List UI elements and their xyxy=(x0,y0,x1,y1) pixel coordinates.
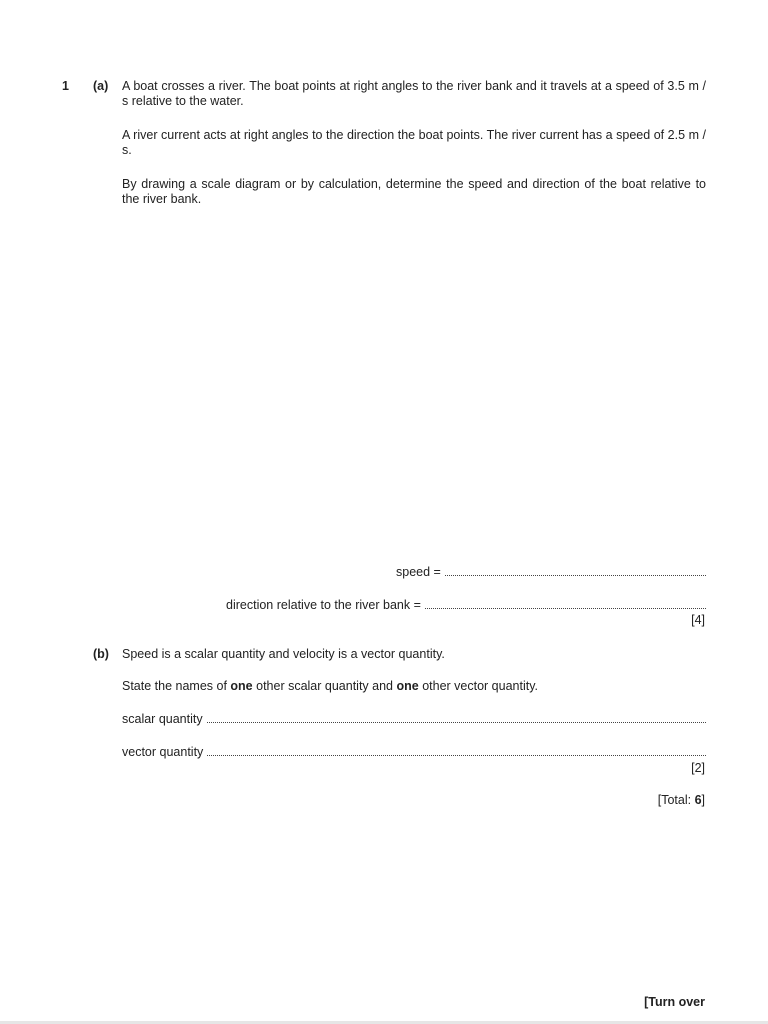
part-b-bold-one-2: one xyxy=(396,679,419,693)
direction-dotted-line[interactable] xyxy=(425,597,706,609)
part-a-paragraph-1: A boat crosses a river. The boat points at right angles to the river bank and it travels at a speed of 3.5 m / s relative to the water. xyxy=(122,79,706,108)
part-a-label: (a) xyxy=(93,79,109,93)
part-b-label: (b) xyxy=(93,647,109,661)
part-a-paragraph-3: By drawing a scale diagram or by calculation, determine the speed and direction of the boat relative to the river bank. xyxy=(122,177,706,206)
speed-answer-line[interactable] xyxy=(396,564,706,579)
part-b-marks: [2] xyxy=(691,761,705,775)
speed-label: speed = xyxy=(396,565,441,579)
part-b-paragraph-2 xyxy=(122,679,706,694)
total-marks xyxy=(658,793,705,807)
question-number: 1 xyxy=(62,79,69,93)
scalar-answer-line[interactable] xyxy=(122,711,706,726)
direction-answer-line[interactable] xyxy=(226,597,706,612)
speed-dotted-line[interactable] xyxy=(445,564,706,576)
part-b-bold-one-1: one xyxy=(230,679,253,693)
scalar-dotted-line[interactable] xyxy=(207,711,706,723)
vector-dotted-line[interactable] xyxy=(207,744,706,756)
scalar-label: scalar quantity xyxy=(122,712,203,726)
direction-label: direction relative to the river bank = xyxy=(226,598,421,612)
total-prefix: [Total: xyxy=(657,793,695,807)
part-a-marks: [4] xyxy=(691,613,705,627)
turn-over-label: [Turn over xyxy=(644,995,705,1009)
total-suffix: ] xyxy=(701,793,705,807)
part-b-text-start: State the names of xyxy=(122,679,231,693)
part-b-paragraph-1: Speed is a scalar quantity and velocity is a vector quantity. xyxy=(122,647,445,661)
part-b-text-end: other vector quantity. xyxy=(418,679,538,693)
vector-label: vector quantity xyxy=(122,745,204,759)
vector-answer-line[interactable] xyxy=(122,744,706,759)
part-b-text-mid: other scalar quantity and xyxy=(252,679,397,693)
part-a-paragraph-2: A river current acts at right angles to the direction the boat points. The river current has a speed of 2.5 m / s. xyxy=(122,128,706,157)
total-value: 6 xyxy=(694,793,702,807)
